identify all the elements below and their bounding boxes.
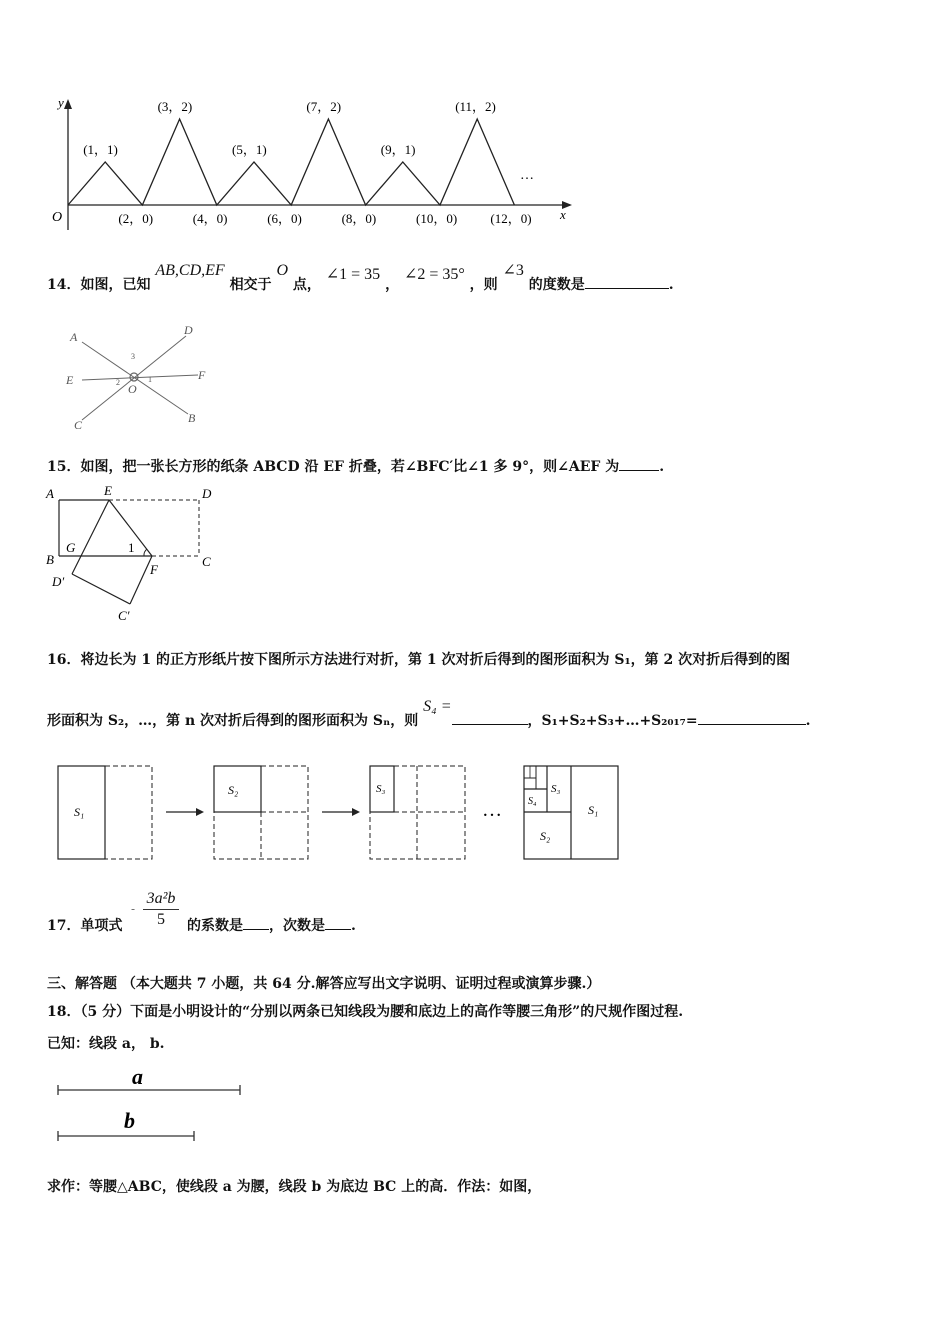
q14-sep: ， — [385, 277, 400, 293]
q14-tail: 的度数是 — [528, 277, 585, 293]
q14-number: 14．如图，已知 — [47, 277, 151, 293]
q17-fraction — [141, 890, 181, 929]
axis-point-label: (10，0) — [416, 211, 458, 226]
label-D: D — [202, 486, 212, 501]
angle-3: 3 — [131, 352, 135, 361]
q16-answer-blank-2[interactable] — [698, 712, 806, 725]
q17-answer-blank-1[interactable] — [243, 917, 269, 930]
label-C-prime: C′ — [118, 608, 130, 623]
question-15 — [47, 456, 664, 476]
panel1-dashed — [105, 766, 152, 859]
q17-answer-blank-2[interactable] — [325, 917, 351, 930]
segment-a-label: a — [132, 1064, 143, 1089]
figure-14 — [60, 322, 220, 432]
label-O: O — [128, 382, 137, 396]
angle-1-arc — [144, 549, 147, 556]
panel4-s3-label: S₃ — [551, 783, 561, 795]
axis-point-label: (2，0) — [118, 211, 154, 226]
panel3-s3-label: S₃ — [376, 783, 386, 795]
q17-mid: 的系数是 — [187, 918, 243, 934]
q14-point: O — [276, 262, 288, 279]
panel4-s4-label: S₄ — [528, 796, 537, 807]
q15-answer-blank[interactable] — [619, 458, 659, 471]
q16-line2b: ，S₁+S₂+S₃+…+S₂₀₁₇= — [527, 713, 698, 729]
q17-mid2: ，次数是 — [269, 918, 325, 934]
question-17 — [47, 890, 547, 940]
q17-fraction-bar — [143, 909, 179, 910]
label-A: A — [46, 486, 54, 501]
q15-end: . — [659, 459, 665, 475]
line-EF — [82, 375, 198, 380]
q18-line1: 18．（5 分）下面是小明设计的“分别以两条已知线段为腰和底边上的高作等腰三角形”的尺规作图过程. — [47, 1004, 684, 1020]
label-B: B — [188, 411, 196, 425]
label-F: F — [198, 368, 206, 382]
peak-label: (3，2) — [157, 99, 193, 114]
q16-answer-blank-1[interactable] — [452, 712, 528, 725]
q14-mid2: 点， — [292, 277, 321, 293]
label-B: B — [46, 552, 54, 567]
label-F: F — [150, 562, 158, 577]
zigzag-graph — [40, 95, 580, 235]
peak-label: (5，1) — [232, 142, 267, 157]
q17-numerator: 3a²b — [146, 890, 176, 907]
label-D-prime: D′ — [52, 574, 65, 589]
q17-minus: - — [131, 902, 136, 916]
angle-1: 1 — [148, 375, 152, 384]
question-16-line2 — [47, 698, 811, 729]
arrow-1-head — [196, 808, 204, 816]
q17-rest — [187, 915, 356, 935]
label-C: C — [74, 418, 83, 432]
q16-end: . — [805, 713, 811, 729]
segments-figure — [50, 1060, 260, 1150]
question-16-line1 — [47, 649, 790, 669]
axis-point-label: (4，0) — [192, 211, 228, 226]
zigzag-line — [68, 119, 514, 205]
label-A: A — [70, 330, 78, 344]
label-G: G — [66, 540, 76, 555]
q16-s4: S₄ = — [423, 698, 452, 715]
ellipsis: … — [520, 168, 534, 183]
edge-Dp-Cp — [72, 574, 130, 604]
q14-angle3: ∠3 — [502, 262, 524, 279]
q18-given: 已知：线段 a， b. — [47, 1036, 165, 1052]
q14-mid1: 相交于 — [229, 277, 272, 293]
origin-label: O — [52, 210, 63, 225]
label-E: E — [104, 483, 112, 498]
q14-angle1: ∠1 = 35 — [325, 266, 381, 283]
peak-label: (9，1) — [380, 142, 416, 157]
q17-number: 17．单项式 — [47, 918, 123, 934]
panel4-s2-label: S₂ — [540, 829, 551, 843]
arrow-2-head — [352, 808, 360, 816]
peak-label: (1，1) — [83, 142, 118, 157]
angle-2: 2 — [116, 378, 120, 387]
section-3-title: 三、解答题 （本大题共 7 小题，共 64 分.解答应写出文字说明、证明过程或演算步骤.） — [47, 976, 601, 992]
peak-label: (7，2) — [306, 99, 342, 114]
label-E: E — [66, 373, 74, 387]
axis-point-label: (6，0) — [267, 211, 302, 226]
q16-line1: 16．将边长为 1 的正方形纸片按下图所示方法进行对折，第 1 次对折后得到的图形面积为 S₁，第 2 次对折后得到的图 — [47, 652, 791, 668]
y-axis-arrow — [64, 99, 72, 109]
q15-text: 15．如图，把一张长方形的纸条 ABCD 沿 EF 折叠，若∠BFC′比∠1 多 9°，则∠AEF 为 — [47, 459, 620, 475]
q14-angle2: ∠2 = 35° — [403, 266, 465, 283]
q16-line2a: 形面积为 S₂，…，第 n 次对折后得到的图形面积为 Sₙ，则 — [47, 713, 419, 729]
y-label: y — [58, 95, 64, 110]
q17-denominator: 5 — [157, 911, 165, 928]
figure-16 — [50, 758, 630, 868]
q14-mid3: ，则 — [469, 277, 498, 293]
panel4-s1-label: S₁ — [588, 803, 599, 817]
q18-task: 求作：等腰△ABC，使线段 a 为腰，线段 b 为底边 BC 上的高．作法：如图， — [47, 1179, 542, 1195]
ellipsis: … — [482, 799, 502, 821]
q14-answer-blank[interactable] — [585, 276, 669, 289]
x-label: x — [560, 207, 566, 222]
figure-15 — [44, 482, 224, 627]
edge-Cp-F — [130, 556, 152, 604]
label-C: C — [202, 554, 211, 569]
axis-point-label: (8，0) — [341, 211, 377, 226]
edge-ED-prime — [72, 500, 109, 574]
q14-end: . — [668, 277, 674, 293]
axis-point-label: (12，0) — [490, 211, 532, 226]
question-14 — [47, 262, 674, 293]
peak-label: (11，2) — [455, 99, 496, 114]
q17-end: . — [351, 918, 356, 934]
segment-b-label: b — [124, 1108, 135, 1133]
label-1: 1 — [128, 540, 135, 555]
panel1-s1-label: S₁ — [74, 805, 85, 819]
panel2-s2-label: S₂ — [228, 783, 239, 797]
q14-lines: AB,CD,EF — [155, 262, 225, 279]
label-D: D — [184, 323, 193, 337]
